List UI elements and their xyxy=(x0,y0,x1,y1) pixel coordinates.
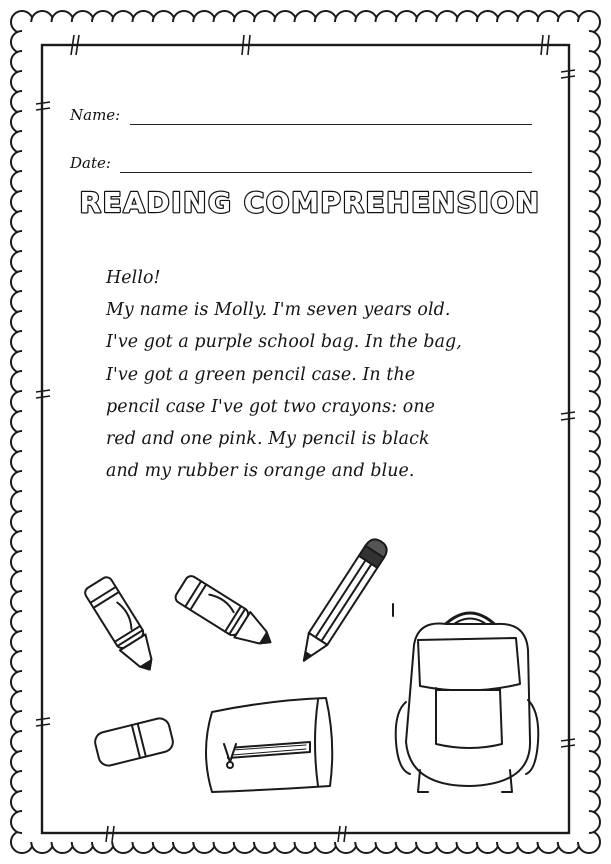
date-input-line[interactable] xyxy=(120,172,532,173)
passage-line: and my rubber is orange and blue. xyxy=(106,461,415,482)
worksheet-title-text: READING COMPREHENSION xyxy=(79,186,541,219)
crayon-icon xyxy=(83,575,162,677)
eraser-icon xyxy=(93,716,175,767)
worksheet-title xyxy=(0,176,611,226)
passage-line: My name is Molly. I'm seven years old. xyxy=(106,300,451,321)
pencil-case-icon xyxy=(206,698,332,792)
date-label: Date: xyxy=(70,154,111,172)
name-label: Name: xyxy=(70,106,121,124)
school-bag-icon xyxy=(393,604,538,792)
passage-line: red and one pink. My pencil is black xyxy=(106,429,430,450)
name-field[interactable] xyxy=(70,106,540,130)
reading-passage xyxy=(106,262,526,487)
passage-line: Hello! xyxy=(106,268,161,288)
passage-line: I've got a green pencil case. In the xyxy=(106,364,416,385)
name-input-line[interactable] xyxy=(130,124,532,125)
crayon-icon xyxy=(173,574,278,655)
date-field[interactable] xyxy=(70,154,540,178)
school-supplies-illustration xyxy=(0,530,611,830)
pencil-icon xyxy=(295,536,391,667)
passage-line: I've got a purple school bag. In the bag, xyxy=(106,332,462,353)
passage-line: pencil case I've got two crayons: one xyxy=(106,396,436,417)
